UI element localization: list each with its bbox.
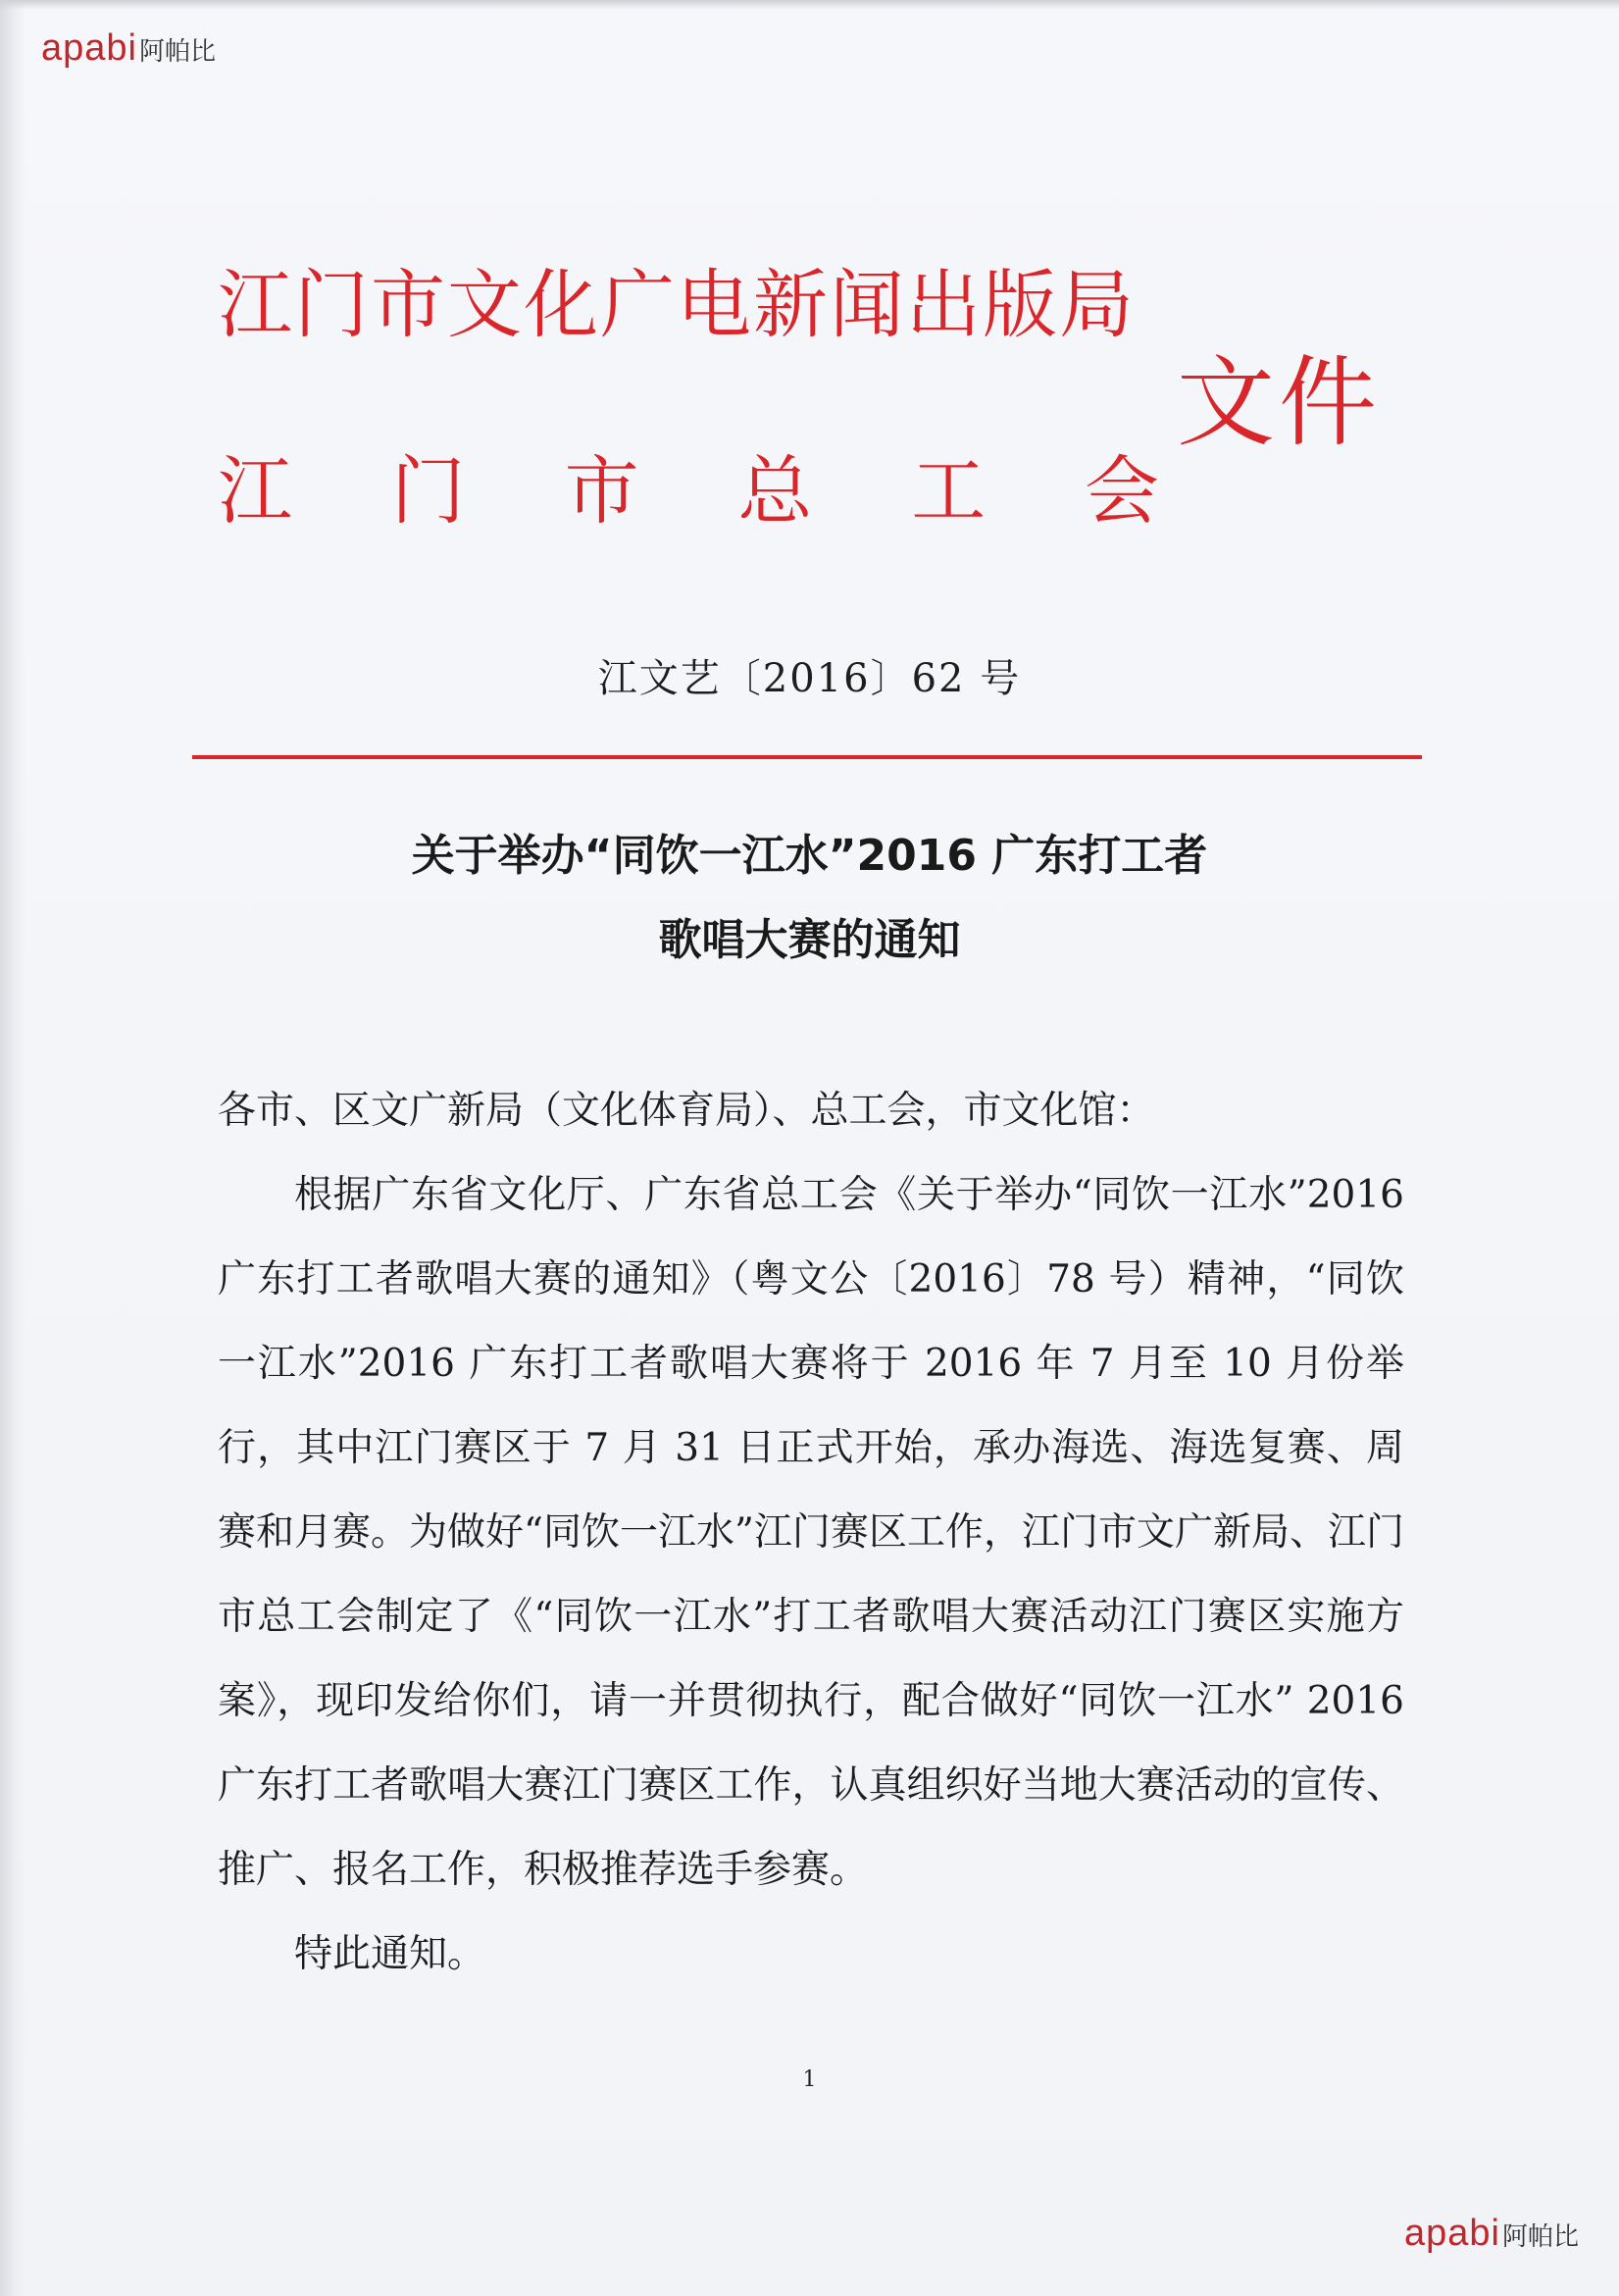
red-divider-line <box>192 755 1422 759</box>
issuing-org-culture-bureau: 江门市文化广电新闻出版局 <box>218 261 1136 348</box>
title-line-2: 歌唱大赛的通知 <box>658 915 961 965</box>
body-paragraph: 根据广东省文化厅、广东省总工会《关于举办“同饮一江水”2016 广东打工者歌唱大赛的通知》（粤文公〔2016〕78 号）精神，“同饮一江水”2016 广东打工者歌唱大赛将于 2016 年 7 月至 10 月份举行，其中江门赛区于 7 月 31 日正式开始，承办海选、海选复赛、周赛和月赛。为做好“同饮一江水”江门赛区工作，江门市文广新局、江门市总工会制定了《“同饮一江水”打工者歌唱大赛活动江门赛区实施方案》，现印发给你们，请一并贯彻执行，配合做好“同饮一江水” 2016 广东打工者歌唱大赛江门赛区工作，认真组织好当地大赛活动的宣传、推广、报名工作，积极推荐选手参赛。 <box>218 1173 1404 1892</box>
org-char: 总 <box>737 447 813 535</box>
document-title <box>0 814 1619 983</box>
title-line-1: 关于举办“同饮一江水”2016 广东打工者 <box>411 831 1208 881</box>
issuing-org-trade-union <box>218 432 1159 538</box>
scan-shadow-top <box>0 0 1619 10</box>
apabi-logo-text: 阿帕比 <box>1501 2222 1579 2252</box>
salutation: 各市、区文广新局（文化体育局）、总工会，市文化馆： <box>218 1089 1155 1133</box>
closing-line: 特此通知。 <box>294 1932 486 1976</box>
document-body <box>218 1069 1404 1997</box>
page-number: 1 <box>802 2067 817 2092</box>
document-label: 文件 <box>1177 345 1381 460</box>
apabi-logo-mark: apabi <box>41 27 137 69</box>
org-char: 江 <box>218 447 292 535</box>
org-char: 工 <box>911 447 987 535</box>
scan-shadow-left <box>0 0 25 2296</box>
org-char: 门 <box>390 447 466 535</box>
apabi-logo-text: 阿帕比 <box>138 37 216 67</box>
apabi-logo-mark: apabi <box>1404 2213 1500 2254</box>
apabi-logo-top <box>41 27 216 70</box>
org-char: 会 <box>1084 447 1159 535</box>
document-number: 江文艺〔2016〕62 号 <box>597 656 1022 701</box>
org-char: 市 <box>564 447 639 535</box>
apabi-logo-bottom <box>1404 2213 1579 2255</box>
